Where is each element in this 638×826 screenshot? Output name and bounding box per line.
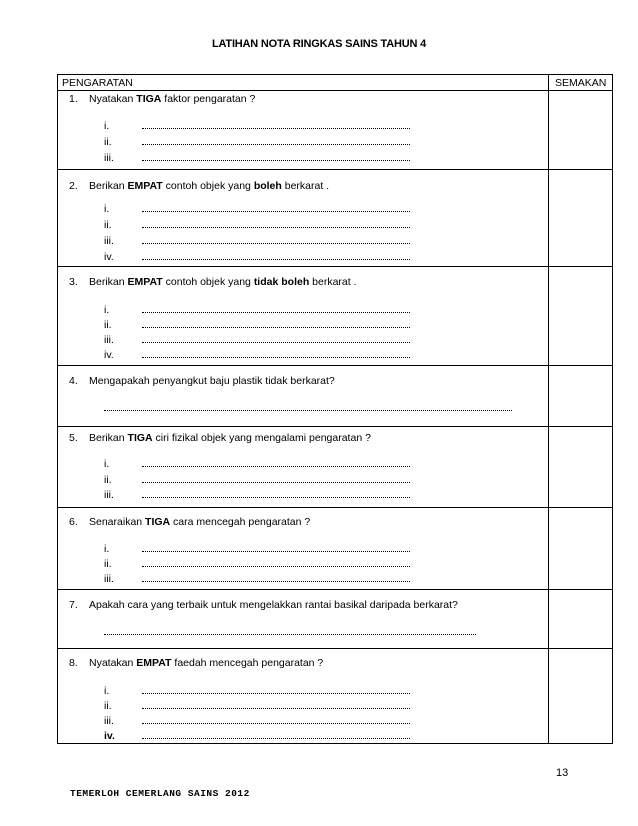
question-3-text: 3. Berikan EMPAT contoh objek yang tidak boleh berkarat . [69, 276, 357, 288]
question-4 [58, 375, 548, 425]
header-semakan: SEMAKAN [555, 77, 607, 89]
worksheet-table [57, 74, 613, 744]
question-3 [58, 276, 548, 360]
question-6-text: 6. Senaraikan TIGA cara mencegah pengaratan ? [69, 516, 311, 528]
question-7-text: 7. Apakah cara yang terbaik untuk mengelakkan rantai basikal daripada berkarat? [69, 599, 458, 611]
answer-line[interactable]: iii. [104, 152, 410, 164]
answer-line[interactable]: i. [104, 685, 410, 697]
answer-line[interactable]: i. [104, 304, 410, 316]
row-divider [58, 365, 612, 366]
answer-line[interactable]: ii. [104, 319, 410, 331]
question-8-text: 8. Nyatakan EMPAT faedah mencegah pengaratan ? [69, 657, 324, 669]
answer-line[interactable]: i. [104, 203, 410, 215]
answer-line[interactable]: i. [104, 458, 410, 470]
question-1 [58, 93, 548, 169]
column-divider [548, 75, 549, 743]
answer-line[interactable] [104, 409, 512, 411]
question-8 [58, 657, 548, 741]
row-divider [58, 169, 612, 170]
answer-line[interactable]: iii. [104, 715, 410, 727]
footer-text: TEMERLOH CEMERLANG SAINS 2012 [70, 788, 250, 799]
answer-line[interactable]: iii. [104, 235, 410, 247]
answer-line[interactable]: iii. [104, 573, 410, 585]
answer-line[interactable] [104, 633, 476, 635]
answer-line[interactable]: iii. [104, 489, 410, 501]
question-5-text: 5. Berikan TIGA ciri fizikal objek yang mengalami pengaratan ? [69, 432, 371, 444]
question-4-text: 4. Mengapakah penyangkut baju plastik tidak berkarat? [69, 375, 335, 387]
answer-line[interactable]: ii. [104, 136, 410, 148]
question-5 [58, 432, 548, 508]
header-pengaratan: PENGARATAN [62, 77, 133, 89]
table-header [58, 75, 612, 91]
answer-line[interactable]: ii. [104, 474, 410, 486]
question-2 [58, 180, 548, 264]
answer-line[interactable]: iv. [104, 730, 410, 742]
answer-line[interactable]: ii. [104, 558, 410, 570]
row-divider [58, 507, 612, 508]
question-7 [58, 599, 548, 649]
answer-line[interactable]: i. [104, 543, 410, 555]
question-2-text: 2. Berikan EMPAT contoh objek yang boleh berkarat . [69, 180, 330, 192]
question-6 [58, 516, 548, 592]
row-divider [58, 648, 612, 649]
answer-line[interactable]: i. [104, 120, 410, 132]
answer-line[interactable]: ii. [104, 219, 410, 231]
page-number: 13 [556, 767, 569, 779]
row-divider [58, 266, 612, 267]
question-1-text: 1. Nyatakan TIGA faktor pengaratan ? [69, 93, 256, 105]
answer-line[interactable]: iv. [104, 349, 410, 361]
page-title: LATIHAN NOTA RINGKAS SAINS TAHUN 4 [211, 38, 426, 50]
answer-line[interactable]: iii. [104, 334, 410, 346]
answer-line[interactable]: ii. [104, 700, 410, 712]
row-divider [58, 426, 612, 427]
answer-line[interactable]: iv. [104, 251, 410, 263]
row-divider [58, 589, 612, 590]
